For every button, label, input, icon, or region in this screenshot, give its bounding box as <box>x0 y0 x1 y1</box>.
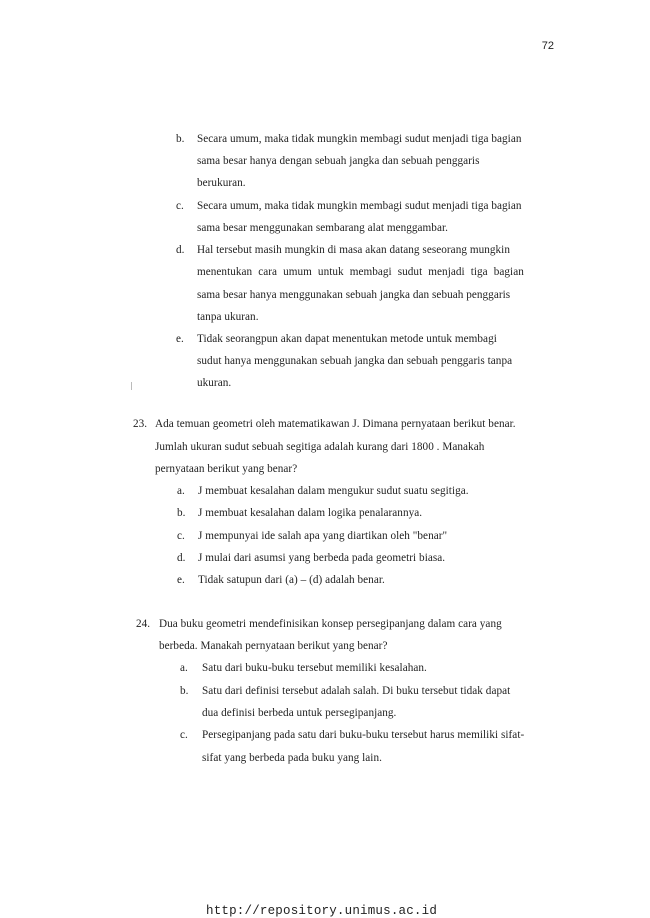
option-text-line: Tidak seorangpun akan dapat menentukan metode untuk membagi <box>197 333 497 345</box>
option-text: J membuat kesalahan dalam mengukur sudut suatu segitiga. <box>198 485 469 497</box>
question-number: 24. <box>136 618 151 630</box>
option-text-line: Persegipanjang pada satu dari buku-buku tersebut harus memiliki sifat- <box>202 729 525 741</box>
option-text-line: berukuran. <box>197 177 246 189</box>
option-label: d. <box>176 244 185 256</box>
margin-mark <box>131 382 132 390</box>
option-text-line: Secara umum, maka tidak mungkin membagi sudut menjadi tiga bagian <box>197 133 522 145</box>
justified-text: menentukan cara umum untuk membagi sudut menjadi tiga bagian <box>197 266 524 278</box>
option-text-line: sama besar menggunakan sembarang alat menggambar. <box>197 222 448 234</box>
option-text-line: Hal tersebut masih mungkin di masa akan datang seseorang mungkin <box>197 244 510 256</box>
option-text-line: sama besar hanya menggunakan sebuah jangka dan sebuah penggaris <box>197 289 511 301</box>
option-label: a. <box>180 662 188 674</box>
option-text: J mempunyai ide salah apa yang diartikan oleh "benar" <box>198 530 448 542</box>
option-label: e. <box>177 574 185 586</box>
option-label: d. <box>177 552 186 564</box>
option-text-line: Secara umum, maka tidak mungkin membagi sudut menjadi tiga bagian <box>197 200 522 212</box>
repository-url: http://repository.unimus.ac.id <box>206 904 438 918</box>
option-label: c. <box>177 530 185 542</box>
option-label: b. <box>176 133 185 145</box>
option-text-line: sudut hanya menggunakan sebuah jangka dan sebuah penggaris tanpa <box>197 355 513 367</box>
option-text-line: ukuran. <box>197 377 232 389</box>
option-text: Tidak satupun dari (a) – (d) adalah benar. <box>198 574 385 586</box>
option-text-line: Satu dari buku-buku tersebut memiliki kesalahan. <box>202 662 427 674</box>
question-text-line: pernyataan berikut yang benar? <box>155 463 298 475</box>
question-number: 23. <box>133 418 148 430</box>
question-text-line: Dua buku geometri mendefinisikan konsep persegipanjang dalam cara yang <box>159 618 502 630</box>
option-text-line <box>197 265 532 279</box>
option-label: c. <box>176 200 184 212</box>
option-label: e. <box>176 333 184 345</box>
option-text-line: dua definisi berbeda untuk persegipanjang. <box>202 707 397 719</box>
option-text-line: Satu dari definisi tersebut adalah salah. Di buku tersebut tidak dapat <box>202 685 511 697</box>
option-label: c. <box>180 729 188 741</box>
question-text-line: Ada temuan geometri oleh matematikawan J. Dimana pernyataan berikut benar. <box>155 418 516 430</box>
option-text-line: sama besar hanya dengan sebuah jangka dan sebuah penggaris <box>197 155 480 167</box>
option-label: a. <box>177 485 185 497</box>
option-text: J membuat kesalahan dalam logika penalarannya. <box>198 507 423 519</box>
option-text-line: tanpa ukuran. <box>197 311 259 323</box>
question-text-line: Jumlah ukuran sudut sebuah segitiga adalah kurang dari 1800 . Manakah <box>155 441 485 453</box>
option-label: b. <box>177 507 186 519</box>
option-label: b. <box>180 685 189 697</box>
option-text-line: sifat yang berbeda pada buku yang lain. <box>202 752 382 764</box>
option-text: J mulai dari asumsi yang berbeda pada geometri biasa. <box>198 552 446 564</box>
page-number: 72 <box>541 40 554 52</box>
question-text-line: berbeda. Manakah pernyataan berikut yang benar? <box>159 640 388 652</box>
